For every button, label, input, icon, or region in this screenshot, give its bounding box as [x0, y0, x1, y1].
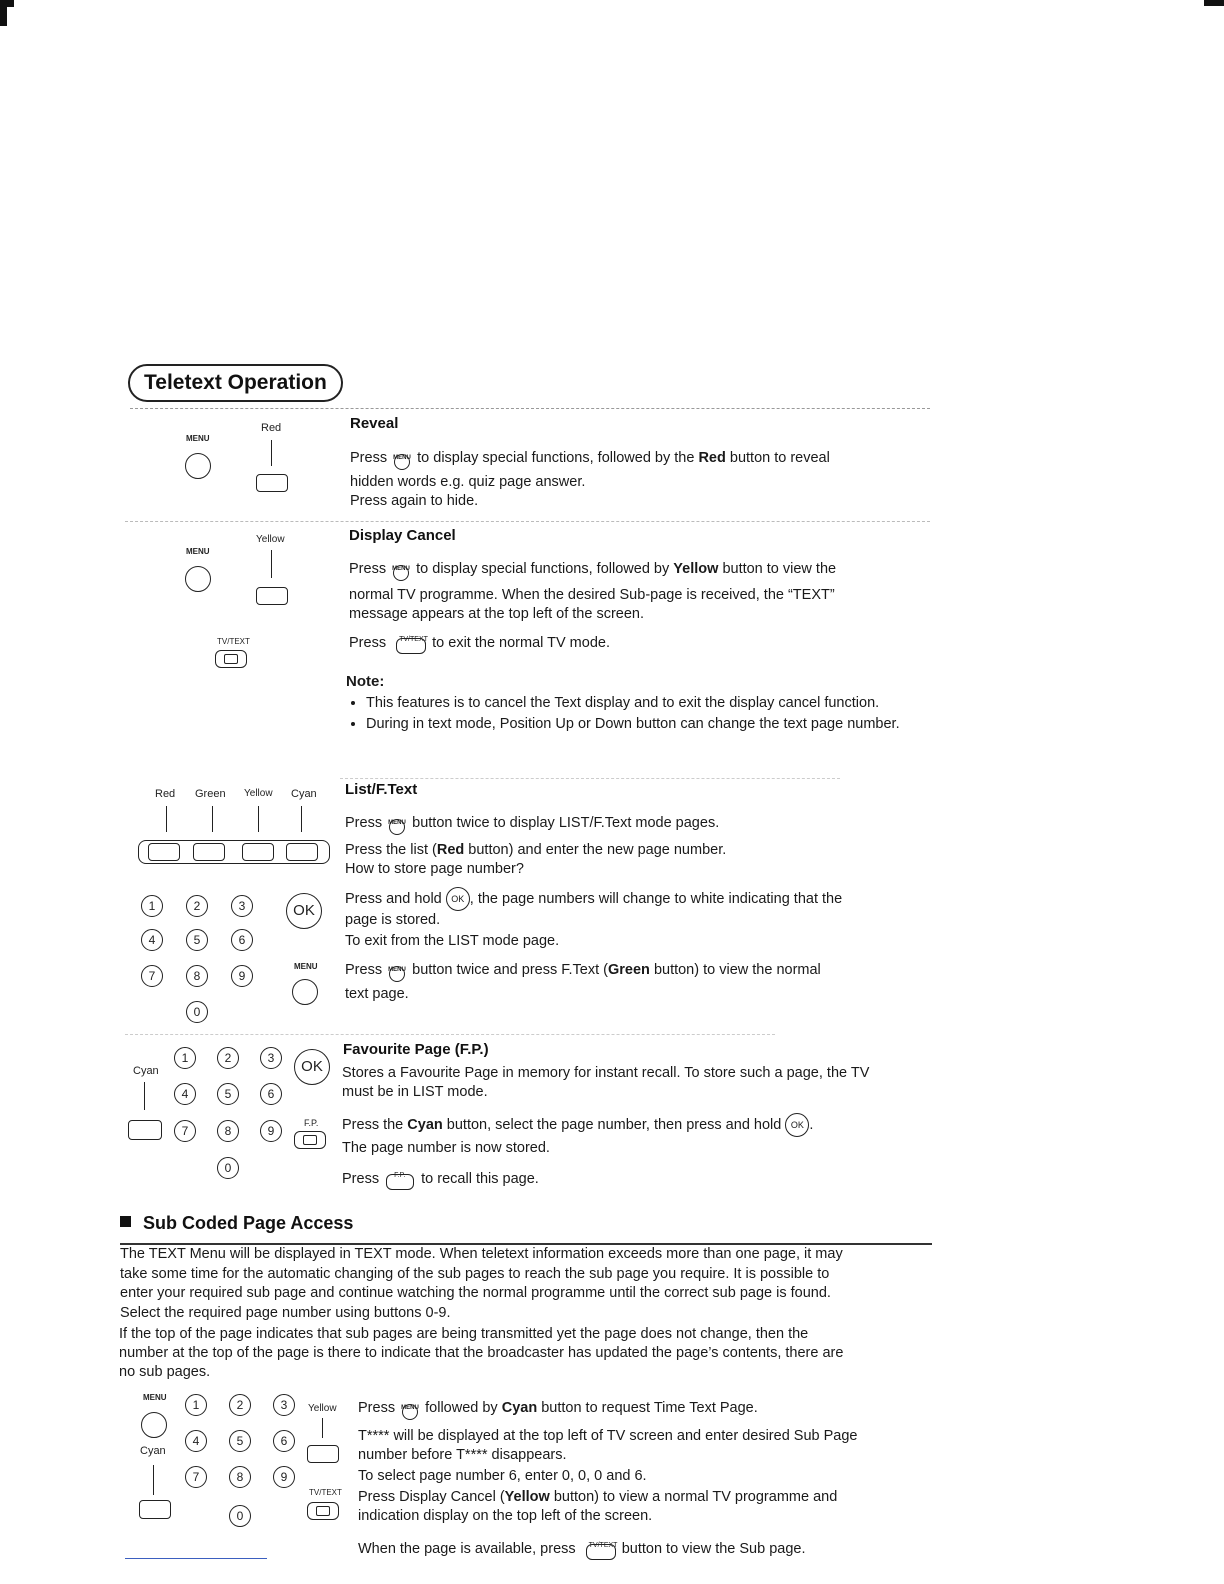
down-arrow-icon	[271, 550, 272, 578]
reveal-text	[350, 445, 930, 511]
menu-label: MENU	[186, 434, 210, 443]
down-arrow-icon	[153, 1465, 154, 1495]
favourite-text	[342, 1064, 932, 1192]
display-cancel-divider	[340, 778, 840, 779]
digit-1-icon: 1	[141, 895, 163, 917]
down-arrow-icon	[322, 1418, 323, 1438]
cyan-label: Cyan	[140, 1445, 166, 1457]
digit-4-icon: 4	[174, 1083, 196, 1105]
menu-button-icon	[141, 1412, 167, 1438]
digit-0-icon: 0	[217, 1157, 239, 1179]
list-ftext-text	[345, 810, 925, 1004]
list-ftext-line-1: Press MENU button twice to display LIST/F.Text mode pages.	[345, 810, 925, 836]
ok-button-icon: OK	[294, 1049, 330, 1085]
down-arrow-icon	[166, 806, 167, 832]
sub-coded-step-3: number before T**** disappears.	[358, 1447, 567, 1463]
fp-icon: F.P.	[383, 1166, 417, 1192]
digit-9-icon: 9	[260, 1120, 282, 1142]
menu-button-icon	[185, 566, 211, 592]
display-cancel-line-3: message appears at the top left of the screen.	[349, 606, 645, 622]
digit-6-icon: 6	[231, 929, 253, 951]
menu-button-icon	[292, 979, 318, 1005]
digit-5-icon: 5	[217, 1083, 239, 1105]
digit-7-icon: 7	[141, 965, 163, 987]
sub-coded-step-1: Press MENU followed by Cyan button to request Time Text Page.	[358, 1395, 928, 1421]
sub-coded-heading: Sub Coded Page Access	[120, 1213, 353, 1234]
ok-button-icon: OK	[286, 893, 322, 929]
digit-3-icon: 3	[231, 895, 253, 917]
digit-3-icon: 3	[260, 1047, 282, 1069]
title-rule	[130, 408, 930, 409]
digit-6-icon: 6	[260, 1083, 282, 1105]
yellow-label: Yellow	[308, 1403, 337, 1414]
tvtext-button-icon	[215, 650, 247, 668]
cyan-button-icon	[128, 1120, 162, 1140]
note-item: • During in text mode, Position Up or Down button can change the text page number.	[366, 715, 906, 734]
down-arrow-icon	[144, 1082, 145, 1110]
list-ftext-line-4: Press and hold OK , the page numbers will change to white indicating that the	[345, 887, 925, 911]
tvtext-icon: TV/TEXT	[390, 630, 428, 656]
list-ftext-divider	[125, 1034, 775, 1035]
sub-coded-steps	[358, 1395, 928, 1562]
note-list	[346, 694, 926, 734]
digit-9-icon: 9	[231, 965, 253, 987]
display-cancel-line-4: Press TV/TEXT to exit the normal TV mode.	[349, 630, 929, 656]
digit-8-icon: 8	[229, 1466, 251, 1488]
digit-3-icon: 3	[273, 1394, 295, 1416]
digit-8-icon: 8	[186, 965, 208, 987]
fp-button-icon	[294, 1131, 326, 1149]
digit-7-icon: 7	[174, 1120, 196, 1142]
menu-button-icon	[185, 453, 211, 479]
menu-icon: MENU	[386, 812, 408, 834]
list-ftext-line-3: How to store page number?	[345, 861, 524, 877]
reveal-title: Reveal	[350, 415, 399, 432]
display-cancel-title: Display Cancel	[349, 527, 456, 544]
digit-2-icon: 2	[229, 1394, 251, 1416]
display-cancel-line-2: normal TV programme. When the desired Sub-page is received, the “TEXT”	[349, 587, 835, 603]
footer-rule	[125, 1558, 267, 1559]
red-label: Red	[155, 788, 176, 800]
ok-icon: OK	[446, 887, 470, 911]
tvtext-label: TV/TEXT	[309, 1488, 342, 1497]
sub-coded-step-5: Press Display Cancel (Yellow button) to view a normal TV programme and	[358, 1489, 838, 1505]
yellow-button-icon	[242, 843, 274, 861]
note-title: Note:	[346, 673, 385, 690]
menu-label: MENU	[143, 1393, 167, 1402]
cyan-label: Cyan	[291, 788, 317, 800]
favourite-line-2: must be in LIST mode.	[342, 1084, 488, 1100]
menu-icon: MENU	[390, 558, 412, 580]
cyan-button-icon	[286, 843, 318, 861]
yellow-button-icon	[256, 587, 288, 605]
digit-1-icon: 1	[185, 1394, 207, 1416]
sub-coded-step-7: When the page is available, press TV/TEXT button to view the Sub page.	[358, 1536, 928, 1562]
list-ftext-line-2: Press the list (Red button) and enter the new page number.	[345, 842, 727, 858]
down-arrow-icon	[271, 440, 272, 466]
digit-2-icon: 2	[186, 895, 208, 917]
digit-2-icon: 2	[217, 1047, 239, 1069]
page-title: Teletext Operation	[128, 364, 343, 402]
scan-mark-right	[1204, 0, 1224, 6]
cyan-button-icon	[139, 1500, 171, 1519]
digit-5-icon: 5	[186, 929, 208, 951]
list-ftext-line-7: Press MENU button twice and press F.Text (Green button) to view the normal	[345, 957, 925, 983]
digit-0-icon: 0	[186, 1001, 208, 1023]
down-arrow-icon	[301, 806, 302, 832]
list-ftext-line-5: page is stored.	[345, 912, 441, 929]
display-cancel-text	[349, 556, 929, 656]
display-cancel-line-1: Press MENU to display special functions, followed by Yellow button to view the	[349, 556, 929, 582]
green-button-icon	[193, 843, 225, 861]
red-button-icon	[148, 843, 180, 861]
tvtext-icon: TV/TEXT	[580, 1536, 618, 1562]
digit-0-icon: 0	[229, 1505, 251, 1527]
reveal-line-1: Press MENU to display special functions, followed by the Red button to reveal	[350, 445, 930, 471]
note-block	[346, 673, 926, 736]
digit-5-icon: 5	[229, 1430, 251, 1452]
favourite-line-3: Press the Cyan button, select the page number, then press and hold OK .	[342, 1113, 932, 1137]
reveal-line-2: hidden words e.g. quiz page answer.	[350, 474, 586, 490]
down-arrow-icon	[258, 806, 259, 832]
favourite-title: Favourite Page (F.P.)	[343, 1041, 489, 1058]
yellow-label: Yellow	[256, 534, 285, 545]
note-item: • This features is to cancel the Text display and to exit the display cancel function.	[366, 694, 886, 713]
sub-coded-step-6: indication display on the top left of the screen.	[358, 1508, 653, 1524]
list-ftext-title: List/F.Text	[345, 781, 418, 798]
menu-label: MENU	[294, 962, 318, 971]
digit-6-icon: 6	[273, 1430, 295, 1452]
digit-9-icon: 9	[273, 1466, 295, 1488]
yellow-button-icon	[307, 1445, 339, 1463]
favourite-line-5: Press F.P. to recall this page.	[342, 1166, 932, 1192]
reveal-divider	[125, 521, 930, 522]
fp-label: F.P.	[304, 1118, 319, 1128]
square-bullet-icon	[120, 1216, 131, 1227]
menu-icon: MENU	[386, 959, 408, 981]
down-arrow-icon	[212, 806, 213, 832]
reveal-line-3: Press again to hide.	[350, 493, 479, 509]
red-button-icon	[256, 474, 288, 492]
digit-4-icon: 4	[185, 1430, 207, 1452]
menu-icon: MENU	[399, 1397, 421, 1419]
green-label: Green	[195, 788, 226, 800]
digit-1-icon: 1	[174, 1047, 196, 1069]
digit-8-icon: 8	[217, 1120, 239, 1142]
menu-icon: MENU	[391, 447, 413, 469]
favourite-line-1: Stores a Favourite Page in memory for instant recall. To store such a page, the TV	[342, 1065, 870, 1081]
cyan-label: Cyan	[133, 1065, 159, 1077]
sub-coded-step-2: T**** will be displayed at the top left of TV screen and enter desired Sub Page	[358, 1428, 858, 1444]
yellow-label: Yellow	[244, 788, 273, 799]
digit-4-icon: 4	[141, 929, 163, 951]
sub-coded-step-4: To select page number 6, enter 0, 0, 0 and 6.	[358, 1468, 647, 1484]
menu-label: MENU	[186, 547, 210, 556]
list-ftext-line-8: text page.	[345, 986, 409, 1003]
sub-coded-paragraph-1: The TEXT Menu will be displayed in TEXT mode. When teletext information exceeds more than one page, it may take some time for the automatic changing of the sub pages to reach the sub page you require. It is possible to enter your required sub page and continue watching the normal programme until the correct sub page is found. Select the required page number using buttons 0-9.	[120, 1246, 843, 1321]
favourite-line-4: The page number is now stored.	[342, 1140, 550, 1157]
scan-mark-left-top	[0, 0, 14, 7]
list-ftext-line-6: To exit from the LIST mode page.	[345, 933, 560, 950]
tvtext-button-icon	[307, 1502, 339, 1520]
sub-coded-paragraph-2: If the top of the page indicates that sub pages are being transmitted yet the page does not change, then the number at the top of the page is there to indicate that the broadcaster has updated the page’s contents, there are no sub pages.	[119, 1326, 844, 1380]
tvtext-label: TV/TEXT	[217, 637, 250, 646]
digit-7-icon: 7	[185, 1466, 207, 1488]
ok-icon: OK	[785, 1113, 809, 1137]
red-label: Red	[261, 422, 282, 434]
